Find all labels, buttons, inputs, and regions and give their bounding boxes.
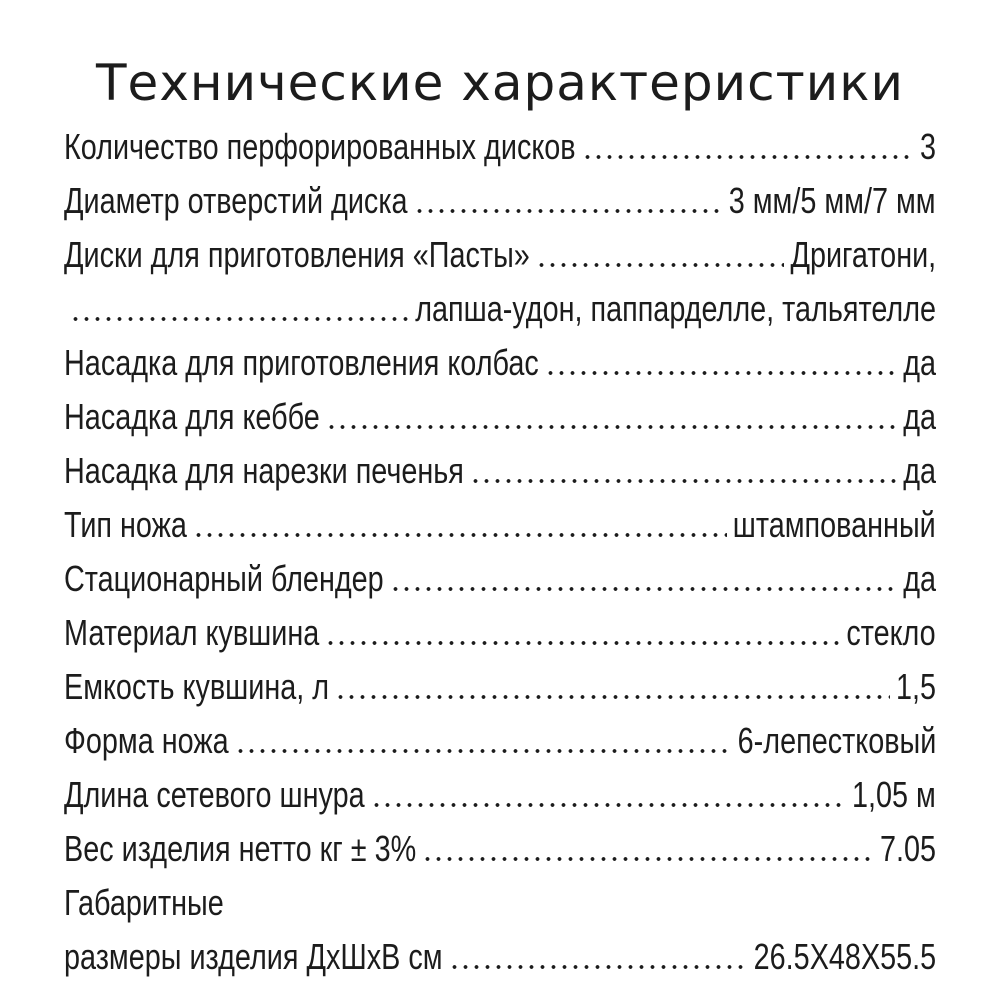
spec-value: 1,05 м <box>852 774 936 815</box>
spec-value: да <box>903 558 936 599</box>
spec-label: Длина сетевого шнура <box>64 774 365 815</box>
spec-row-perforated-disks <box>64 120 936 174</box>
spec-value: стекло <box>846 612 936 653</box>
dot-leader <box>325 641 840 645</box>
dot-leader <box>335 695 890 699</box>
spec-value: 7.05 <box>879 828 936 869</box>
spec-label: Насадка для приготовления колбас <box>64 342 539 383</box>
spec-value: 3 <box>919 126 936 167</box>
dot-leader <box>70 317 409 321</box>
dot-leader <box>326 425 897 429</box>
spec-value: 1,5 <box>895 666 936 707</box>
dot-leader <box>470 479 897 483</box>
spec-row-net-weight <box>64 822 936 876</box>
spec-value: 3 мм/5 мм/7 мм <box>729 180 936 221</box>
dot-leader <box>536 263 784 267</box>
spec-value: да <box>903 396 936 437</box>
spec-row-pasta-disks-continued <box>64 282 936 336</box>
spec-value: 26.5X48X55.5 <box>753 936 936 977</box>
dot-leader <box>390 587 897 591</box>
spec-value: 6-лепестковый <box>737 720 936 761</box>
dot-leader <box>449 965 748 969</box>
spec-label: Насадка для нарезки печенья <box>64 450 464 491</box>
spec-row-jug-capacity <box>64 660 936 714</box>
dot-leader <box>235 749 732 753</box>
spec-row-pasta-disks <box>64 228 936 282</box>
spec-value: лапша-удон, паппарделле, тальятелле <box>415 288 936 329</box>
dot-leader <box>582 155 914 159</box>
spec-value: штампованный <box>733 504 936 545</box>
spec-label: Емкость кувшина, л <box>64 666 330 707</box>
spec-row-dimensions-heading <box>64 876 936 930</box>
spec-label: Габаритные <box>64 882 224 923</box>
dot-leader <box>422 857 874 861</box>
spec-row-cord-length <box>64 768 936 822</box>
spec-row-cookie-attachment <box>64 444 936 498</box>
dot-leader <box>193 533 727 537</box>
dot-leader <box>545 371 897 375</box>
spec-label: Количество перфорированных дисков <box>64 126 576 167</box>
spec-row-knife-shape <box>64 714 936 768</box>
page-title: Технические характеристики <box>96 54 904 112</box>
spec-row-jug-material <box>64 606 936 660</box>
spec-row-hole-diameter <box>64 174 936 228</box>
spec-label: Тип ножа <box>64 504 187 545</box>
spec-value: Дригатони, <box>790 234 936 275</box>
spec-label: Диски для приготовления «Пасты» <box>64 234 530 275</box>
spec-row-knife-type <box>64 498 936 552</box>
spec-label: Насадка для кеббе <box>64 396 320 437</box>
dot-leader <box>414 209 724 213</box>
spec-label: размеры изделия ДхШхВ см <box>64 936 443 977</box>
spec-label: Материал кувшина <box>64 612 320 653</box>
spec-label: Форма ножа <box>64 720 229 761</box>
dot-leader <box>371 803 846 807</box>
spec-label: Вес изделия нетто кг ± 3% <box>64 828 417 869</box>
spec-label: Стационарный блендер <box>64 558 384 599</box>
spec-row-kebbe-attachment <box>64 390 936 444</box>
spec-row-dimensions <box>64 930 936 984</box>
spec-value: да <box>903 342 936 383</box>
spec-label: Диаметр отверстий диска <box>64 180 408 221</box>
spec-row-stationary-blender <box>64 552 936 606</box>
spec-list <box>64 120 936 984</box>
spec-value: да <box>903 450 936 491</box>
spec-row-sausage-attachment <box>64 336 936 390</box>
